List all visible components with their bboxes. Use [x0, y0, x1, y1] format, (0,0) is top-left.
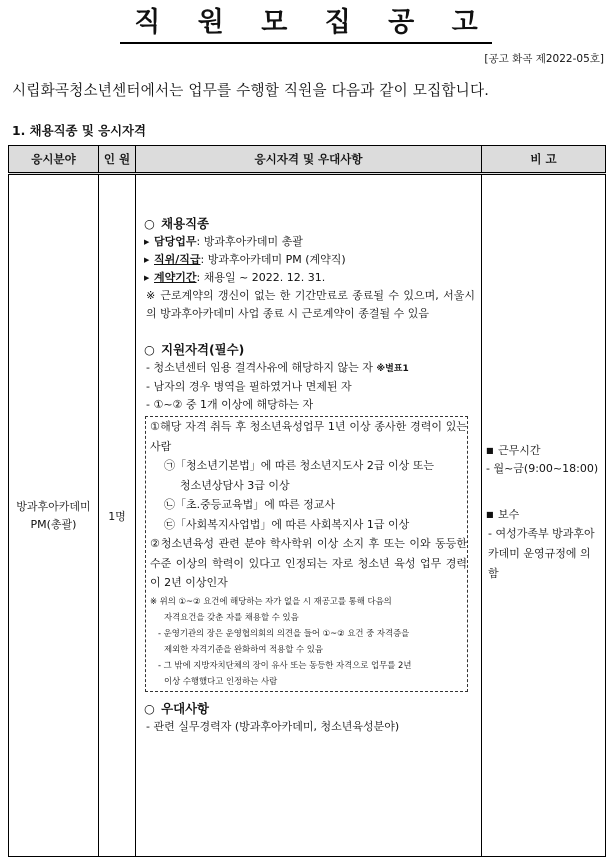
- section-heading: 1. 채용직종 및 응시자격: [12, 123, 146, 138]
- circle-bullet-icon: ○: [144, 342, 155, 357]
- header-field: 응시분야: [9, 146, 99, 174]
- triangle-bullet-icon: ▶: [144, 238, 150, 246]
- recruitment-table: [8, 145, 606, 857]
- field-line: 방과후아카데미: [16, 499, 91, 513]
- work-hours-heading: [486, 442, 601, 460]
- period-line: [144, 269, 475, 287]
- value: : 채용일 ~ 2022. 12. 31.: [196, 271, 326, 284]
- criteria-1a-cont: 청소년상담사 3급 이상: [180, 478, 290, 492]
- heading-text: 지원자격(필수): [161, 342, 245, 357]
- job-heading: [144, 215, 475, 233]
- circle-bullet-icon: ○: [144, 216, 155, 231]
- preference-heading: [144, 700, 475, 718]
- label: 직위/직급: [154, 253, 201, 266]
- field-cell: [9, 174, 99, 857]
- note-line: 제외한 자격기준을 완화하여 적용할 수 있음: [164, 643, 323, 654]
- qualification-item: [144, 359, 475, 378]
- triangle-bullet-icon: ▶: [144, 256, 150, 264]
- preference-item: - 관련 실무경력자 (방과후아카데미, 청소년육성분야): [146, 719, 400, 733]
- label: 담당업무: [154, 235, 197, 248]
- note-line: - 그 밖에 지방자치단체의 장이 유사 또는 동등한 자격으로 업무를 2년: [158, 659, 412, 670]
- table-row: [9, 174, 606, 857]
- note-line: 이상 수행했다고 인정하는 사람: [164, 675, 278, 686]
- header-count: 인 원: [99, 146, 136, 174]
- appendix-tag: ※별표1: [376, 364, 409, 374]
- label: 보수: [498, 508, 520, 521]
- triangle-bullet-icon: ▶: [144, 274, 150, 282]
- qualification-cell: [136, 174, 482, 857]
- announcement-number: [공고 화곡 제2022-05호]: [484, 53, 604, 65]
- work-hours-value: - 월~금(9:00~18:00): [486, 462, 599, 475]
- period-note: ※ 근로계약의 갱신이 없는 한 기간만료로 종료될 수 있으며, 서울시의 방과후아카데미 사업 종료 시 근로계약이 종결될 수 있음: [146, 289, 475, 320]
- label: 근무시간: [498, 444, 541, 457]
- table-header-row: [9, 146, 606, 174]
- square-bullet-icon: ■: [486, 510, 494, 519]
- criteria-1c: ㉢「사회복지사업법」에 따른 사회복지사 1급 이상: [164, 517, 410, 531]
- field-line: PM(총괄): [30, 517, 77, 531]
- page-title: 직 원 모 집 공 고: [0, 6, 612, 44]
- spacer: [144, 323, 475, 341]
- note-line: 자격요건을 갖춘 자를 채용할 수 있음: [164, 611, 299, 622]
- heading-text: 채용직종: [161, 216, 210, 231]
- qualification-item: - ①~② 중 1개 이상에 해당하는 자: [146, 398, 314, 411]
- criteria-box: [145, 416, 468, 692]
- intro-text: 시립화곡청소년센터에서는 업무를 수행할 직원을 다음과 같이 모집합니다.: [12, 82, 490, 99]
- qualification-heading: [144, 341, 475, 359]
- header-notes: 비 고: [482, 146, 606, 174]
- pay-heading: [486, 506, 601, 524]
- criteria-note: [150, 593, 467, 689]
- note-line: - 운영기관의 장은 운영협의회의 의견을 들어 ①~② 요건 중 자격증을: [158, 627, 410, 638]
- value: : 방과후아카데미 총괄: [196, 235, 303, 248]
- header-qualifications: 응시자격 및 우대사항: [136, 146, 482, 174]
- count-cell: 1명: [99, 174, 136, 857]
- pay-value: - 여성가족부 방과후아카데미 운영규정에 의함: [488, 527, 595, 580]
- criteria-1b: ㉡「초.중등교육법」에 따른 정교사: [164, 498, 336, 511]
- spacer: [486, 478, 601, 506]
- circle-bullet-icon: ○: [144, 700, 155, 716]
- criteria-1a: ㉠「청소년기본법」에 따른 청소년지도사 2급 이상 또는: [164, 459, 434, 472]
- label: 계약기간: [154, 271, 197, 284]
- heading-text: 우대사항: [161, 700, 210, 716]
- criteria-2: ②청소년육성 관련 분야 학사학위 이상 소지 후 또는 이와 동등한 수준 이상의 학력이 있다고 인정되는 자로 청소년 육성 업무 경력이 2년 이상인자: [150, 537, 467, 589]
- notes-cell: [482, 174, 606, 857]
- qualification-item: - 남자의 경우 병역을 필하였거나 면제된 자: [146, 380, 352, 393]
- value: : 방과후아카데미 PM (계약직): [200, 253, 346, 266]
- rank-line: [144, 251, 475, 269]
- criteria-1: ①해당 자격 취득 후 청소년육성업무 1년 이상 종사한 경력이 있는 사람: [150, 420, 467, 453]
- note-line: ※ 위의 ①~② 요건에 해당하는 자가 없을 시 재공고를 통해 다음의: [150, 595, 392, 606]
- duty-line: [144, 233, 475, 251]
- item-text: - 청소년센터 임용 결격사유에 해당하지 않는 자: [146, 361, 373, 374]
- square-bullet-icon: ■: [486, 446, 494, 455]
